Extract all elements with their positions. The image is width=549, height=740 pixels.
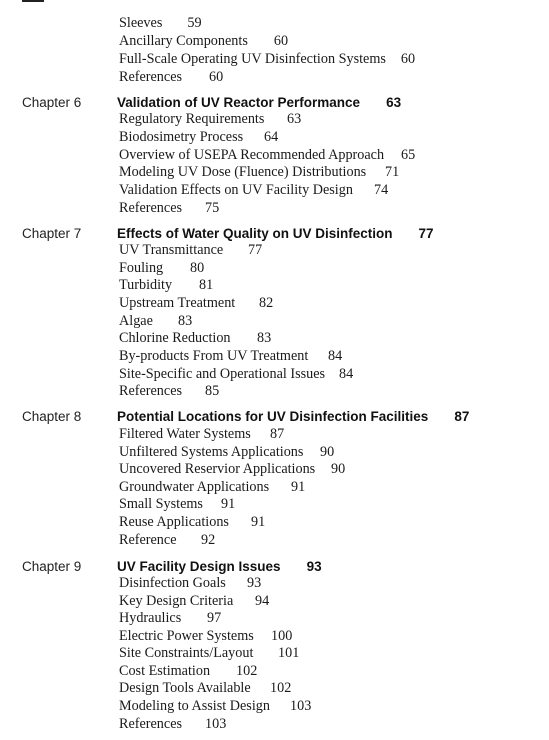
toc-entry bbox=[119, 680, 292, 697]
entry-title: References bbox=[119, 200, 183, 216]
toc-entry bbox=[119, 147, 416, 164]
chapter-title bbox=[117, 408, 469, 425]
entry-title: Uncovered Reservior Applications bbox=[119, 461, 316, 477]
toc-entry bbox=[119, 610, 222, 627]
entry-page-number: 84 bbox=[328, 348, 343, 364]
entry-title: Turbidity bbox=[119, 277, 173, 293]
entry-page-number: 80 bbox=[190, 260, 205, 276]
entry-page-number: 102 bbox=[270, 680, 292, 696]
toc-entry bbox=[119, 69, 224, 86]
entry-page-number: 84 bbox=[339, 366, 354, 382]
entry-title: Design Tools Available bbox=[119, 680, 251, 696]
chapter-title bbox=[117, 94, 401, 111]
chapter-page-number: 63 bbox=[386, 95, 402, 110]
entry-title: Algae bbox=[119, 313, 153, 329]
entry-title: By-products From UV Treatment bbox=[119, 348, 309, 364]
entry-page-number: 77 bbox=[248, 242, 263, 258]
entry-title: Biodosimetry Process bbox=[119, 129, 244, 145]
entry-page-number: 60 bbox=[400, 51, 416, 67]
toc-entry bbox=[119, 200, 220, 217]
toc-entry bbox=[119, 164, 400, 181]
entry-title: Reuse Applications bbox=[119, 514, 229, 530]
toc-entry bbox=[119, 532, 216, 549]
toc-entry bbox=[119, 461, 346, 478]
chapter-label: Chapter 8 bbox=[22, 409, 82, 424]
toc-entry bbox=[119, 663, 258, 680]
toc-entry bbox=[119, 260, 205, 277]
entry-page-number: 90 bbox=[320, 444, 335, 460]
chapter-label: Chapter 9 bbox=[22, 559, 82, 574]
entry-page-number: 83 bbox=[178, 313, 193, 329]
entry-title: Filtered Water Systems bbox=[119, 426, 251, 442]
entry-title: Key Design Criteria bbox=[119, 593, 234, 609]
chapter-page-number: 87 bbox=[454, 409, 470, 424]
chapter-title bbox=[117, 225, 434, 242]
entry-title: Reference bbox=[119, 532, 177, 548]
entry-page-number: 90 bbox=[331, 461, 346, 477]
entry-title: Validation Effects on UV Facility Design bbox=[119, 182, 353, 198]
entry-page-number: 60 bbox=[209, 69, 224, 85]
entry-page-number: 65 bbox=[401, 147, 416, 163]
entry-page-number: 60 bbox=[273, 33, 289, 49]
entry-title: Site-Specific and Operational Issues bbox=[119, 366, 326, 382]
toc-entry bbox=[119, 575, 262, 592]
entry-title: Groundwater Applications bbox=[119, 479, 270, 495]
entry-title: Regulatory Requirements bbox=[119, 111, 265, 127]
toc-entry bbox=[119, 514, 266, 531]
entry-page-number: 71 bbox=[385, 164, 400, 180]
toc-entry bbox=[119, 496, 236, 513]
entry-title: Cost Estimation bbox=[119, 663, 211, 679]
entry-page-number: 74 bbox=[374, 182, 389, 198]
toc-entry bbox=[119, 383, 220, 400]
entry-page-number: 91 bbox=[251, 514, 266, 530]
entry-page-number: 87 bbox=[270, 426, 285, 442]
entry-page-number: 92 bbox=[201, 532, 216, 548]
entry-title: Fouling bbox=[119, 260, 164, 276]
entry-title: Electric Power Systems bbox=[119, 628, 254, 644]
toc-entry bbox=[119, 15, 202, 32]
chapter-page-number: 93 bbox=[306, 559, 322, 574]
entry-page-number: 63 bbox=[287, 111, 302, 127]
entry-page-number: 91 bbox=[291, 479, 306, 495]
toc-entry bbox=[119, 33, 289, 50]
entry-title: Upstream Treatment bbox=[119, 295, 236, 311]
entry-page-number: 81 bbox=[199, 277, 214, 293]
toc-entry bbox=[119, 51, 416, 68]
entry-page-number: 100 bbox=[271, 628, 293, 644]
entry-title: Ancillary Components bbox=[119, 33, 248, 49]
toc-entry bbox=[119, 366, 354, 383]
toc-entry bbox=[119, 698, 312, 715]
toc-entry bbox=[119, 716, 227, 733]
entry-page-number: 83 bbox=[257, 330, 272, 346]
toc-entry bbox=[119, 348, 343, 365]
entry-title: Modeling UV Dose (Fluence) Distributions bbox=[119, 164, 367, 180]
entry-page-number: 94 bbox=[255, 593, 270, 609]
entry-title: Site Constraints/Layout bbox=[119, 645, 254, 661]
toc-entry bbox=[119, 182, 389, 199]
toc-entry bbox=[119, 277, 214, 294]
toc-entry bbox=[119, 129, 279, 146]
entry-title: Disinfection Goals bbox=[119, 575, 226, 591]
toc-entry bbox=[119, 330, 272, 347]
chapter-title-text: Effects of Water Quality on UV Disinfection bbox=[117, 226, 393, 241]
entry-page-number: 101 bbox=[278, 645, 300, 661]
entry-page-number: 103 bbox=[290, 698, 312, 714]
entry-page-number: 75 bbox=[205, 200, 220, 216]
toc-entry bbox=[119, 295, 274, 312]
top-rule bbox=[22, 0, 44, 2]
chapter-title-text: Potential Locations for UV Disinfection Facilities bbox=[117, 409, 429, 424]
chapter-page-number: 77 bbox=[418, 226, 434, 241]
toc-entry bbox=[119, 444, 335, 461]
entry-title: Modeling to Assist Design bbox=[119, 698, 270, 714]
entry-page-number: 93 bbox=[247, 575, 262, 591]
entry-title: Hydraulics bbox=[119, 610, 182, 626]
toc-entry bbox=[119, 313, 193, 330]
entry-page-number: 91 bbox=[221, 496, 236, 512]
chapter-title bbox=[117, 558, 322, 575]
entry-page-number: 82 bbox=[259, 295, 274, 311]
toc-entry bbox=[119, 593, 270, 610]
chapter-title-text: UV Facility Design Issues bbox=[117, 559, 281, 574]
entry-title: References bbox=[119, 383, 183, 399]
entry-title: Full-Scale Operating UV Disinfection Systems bbox=[119, 51, 386, 67]
entry-title: References bbox=[119, 69, 183, 85]
chapter-label: Chapter 7 bbox=[22, 226, 82, 241]
toc-entry bbox=[119, 479, 306, 496]
chapter-label: Chapter 6 bbox=[22, 95, 82, 110]
entry-page-number: 85 bbox=[205, 383, 220, 399]
toc-entry bbox=[119, 628, 293, 645]
toc-entry bbox=[119, 242, 263, 259]
entry-title: Unfiltered Systems Applications bbox=[119, 444, 304, 460]
entry-title: Overview of USEPA Recommended Approach bbox=[119, 147, 385, 163]
entry-title: Small Systems bbox=[119, 496, 203, 512]
entry-page-number: 59 bbox=[187, 15, 202, 31]
entry-title: UV Transmittance bbox=[119, 242, 224, 258]
entry-page-number: 102 bbox=[236, 663, 258, 679]
entry-title: Sleeves bbox=[119, 15, 163, 31]
entry-page-number: 97 bbox=[207, 610, 222, 626]
toc-entry bbox=[119, 645, 300, 662]
toc-entry bbox=[119, 111, 302, 128]
entry-title: References bbox=[119, 716, 183, 732]
toc-entry bbox=[119, 426, 285, 443]
entry-page-number: 64 bbox=[264, 129, 279, 145]
chapter-title-text: Validation of UV Reactor Performance bbox=[117, 95, 361, 110]
entry-page-number: 103 bbox=[205, 716, 227, 732]
entry-title: Chlorine Reduction bbox=[119, 330, 231, 346]
